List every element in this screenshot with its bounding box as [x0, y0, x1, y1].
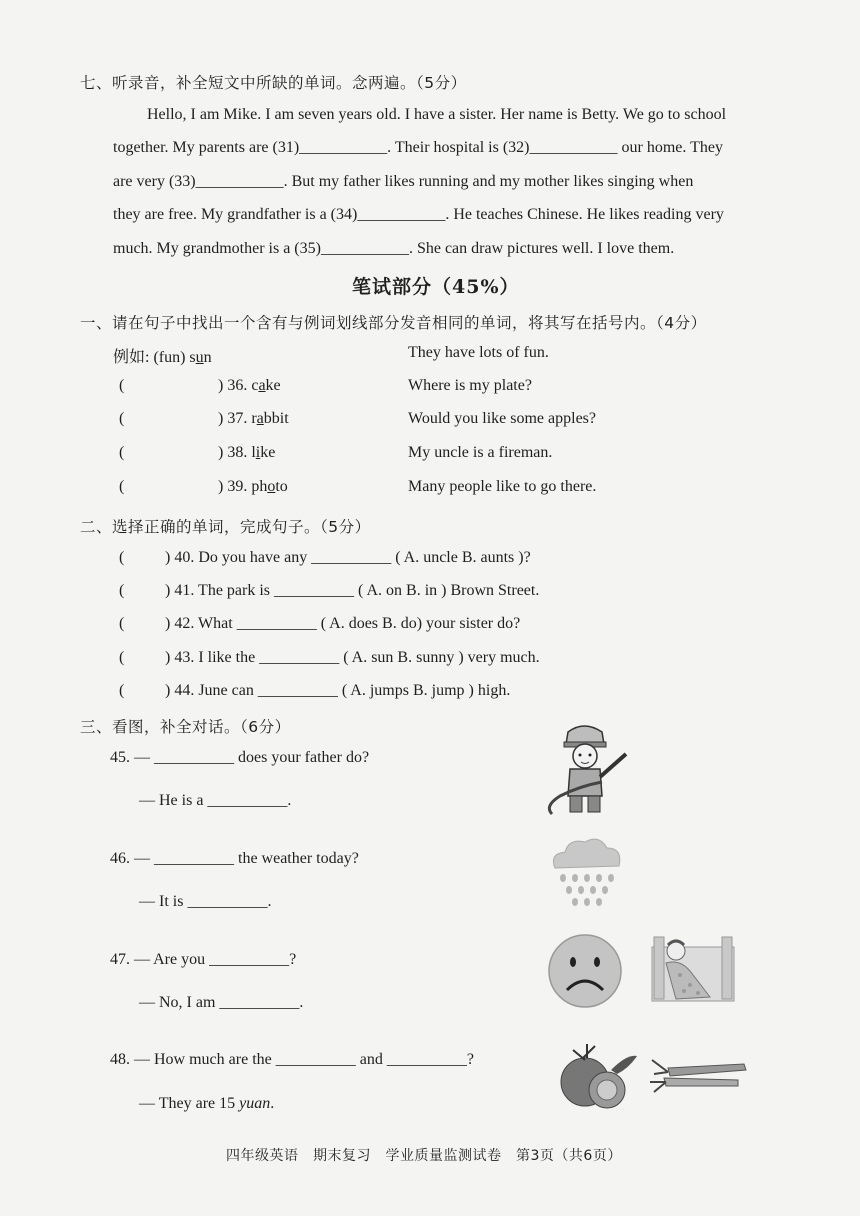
part3-a48: — They are 15 yuan. — [139, 1095, 275, 1112]
example-prefix: 例如: (fun) s — [113, 349, 196, 366]
tomato-picture — [555, 1044, 641, 1114]
page-footer: 四年级英语 期末复习 学业质量监测试卷 第3页（共6页） — [226, 1148, 622, 1164]
passage-line-1: Hello, I am Mike. I am seven years old. I have a sister. Her name is Betty. We go to school — [147, 106, 727, 123]
answer-paren-open[interactable]: ( — [119, 377, 125, 394]
part2-item-41: ) 41. The park is __________ ( A. on B. in ) Brown Street. — [165, 582, 540, 599]
part3-a47: — No, I am __________. — [139, 994, 304, 1011]
example-suffix: n — [203, 349, 212, 366]
sick-girl-picture — [650, 935, 736, 1005]
part3-q45: 45. — __________ does your father do? — [110, 749, 370, 766]
section7-passage — [113, 98, 793, 265]
answer-paren-open[interactable]: ( — [119, 649, 125, 666]
part1-item-37: ) 37. rabbit — [218, 410, 289, 427]
answer-paren-open[interactable]: ( — [119, 682, 125, 699]
part2-item-43: ) 43. I like the __________ ( A. sun B. sunny ) very much. — [165, 649, 540, 666]
part1-item-36: ) 36. cake — [218, 377, 281, 394]
part2-item-40: ) 40. Do you have any __________ ( A. uncle B. aunts )? — [165, 549, 531, 566]
part2-item-42: ) 42. What __________ ( A. does B. do) your sister do? — [165, 615, 521, 632]
part1-item-38: ) 38. like — [218, 444, 276, 461]
passage-line-5: much. My grandmother is a (35)___________. She can draw pictures well. I love them. — [113, 239, 675, 257]
fireman-picture — [540, 722, 630, 818]
passage-line-3: are very (33)___________. But my father likes running and my mother likes singing when — [113, 172, 694, 190]
part3-q47: 47. — Are you __________? — [110, 951, 297, 968]
answer-paren-open[interactable]: ( — [119, 582, 125, 599]
written-part-title: 笔试部分（45%） — [352, 276, 520, 298]
passage-line-2: together. My parents are (31)___________. Their hospital is (32)___________ our home. They — [113, 139, 723, 157]
part3-a46: — It is __________. — [139, 893, 272, 910]
answer-paren-open[interactable]: ( — [119, 615, 125, 632]
part2-heading: 二、选择正确的单词，完成句子。（5分） — [80, 518, 371, 536]
answer-paren-open[interactable]: ( — [119, 444, 125, 461]
passage-line-4: they are free. My grandfather is a (34)___________. He teaches Chinese. He likes reading very — [113, 206, 724, 224]
part3-heading: 三、看图，补全对话。（6分） — [80, 718, 291, 736]
part1-example-word — [113, 344, 212, 367]
carrot-picture — [648, 1052, 752, 1096]
answer-paren-open[interactable]: ( — [119, 478, 125, 495]
sad-face-picture — [545, 932, 625, 1010]
example-underlined: u — [195, 349, 204, 366]
rain-cloud-picture — [545, 832, 625, 912]
part1-sentence-39: Many people like to go there. — [408, 478, 597, 495]
answer-paren-open[interactable]: ( — [119, 549, 125, 566]
part2-item-44: ) 44. June can __________ ( A. jumps B. jump ) high. — [165, 682, 511, 699]
answer-paren-open[interactable]: ( — [119, 410, 125, 427]
part1-sentence-36: Where is my plate? — [408, 377, 532, 394]
part1-example-sentence: They have lots of fun. — [408, 344, 549, 361]
part1-heading: 一、请在句子中找出一个含有与例词划线部分发音相同的单词，将其写在括号内。（4分） — [80, 314, 707, 332]
part1-sentence-37: Would you like some apples? — [408, 410, 597, 427]
part3-a45: — He is a __________. — [139, 792, 292, 809]
part1-sentence-38: My uncle is a fireman. — [408, 444, 553, 461]
part1-item-39: ) 39. photo — [218, 478, 288, 495]
part3-q48: 48. — How much are the __________ and __________? — [110, 1051, 474, 1068]
section7-heading: 七、听录音，补全短文中所缺的单词。念两遍。（5分） — [80, 74, 467, 92]
part3-q46: 46. — __________ the weather today? — [110, 850, 359, 867]
